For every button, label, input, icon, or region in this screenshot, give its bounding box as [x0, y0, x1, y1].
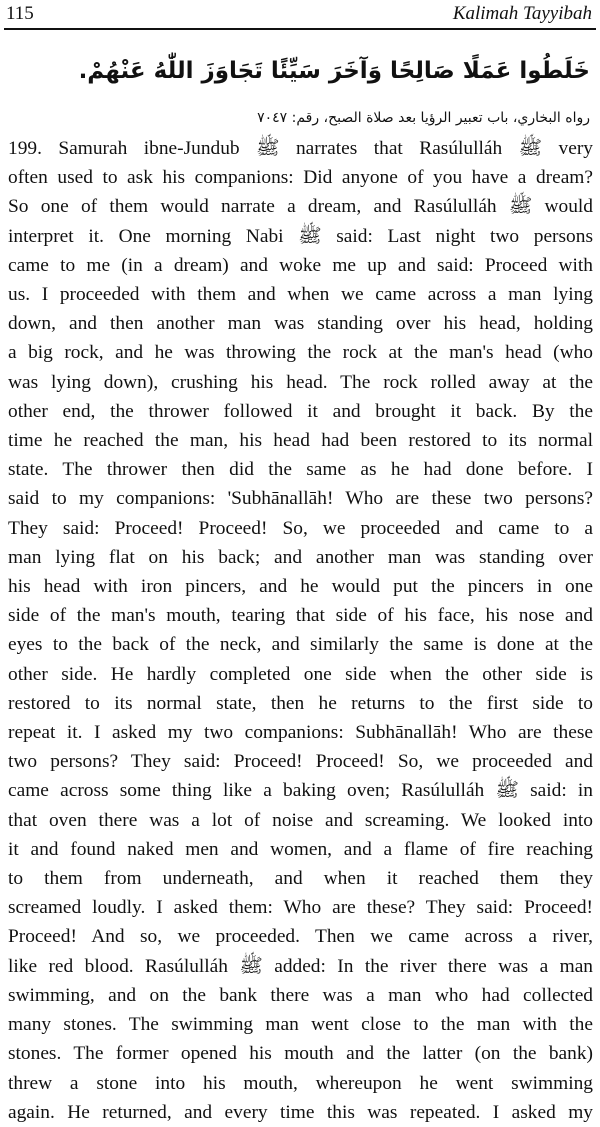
text-line: eyes to the back of the neck, and similarly the same is done at the	[8, 634, 593, 656]
text-line: was lying down), crushing his head. The rock rolled away at the	[8, 371, 593, 393]
arabic-reference: رواه البخاري، باب تعبير الرؤيا بعد صلاة الصبح، رقم: ٧٠٤٧	[257, 110, 590, 126]
text-line: interpret it. One morning Nabi ﷺ said: Last night two persons	[8, 225, 593, 247]
text-line: 199. Samurah ibne-Jundub ﷺ narrates that Rasúlulláh ﷺ very	[8, 138, 593, 159]
text-line: stones. The former opened his mouth and the latter (on the bank)	[8, 1043, 593, 1065]
text-line: state. The thrower then did the same as he had done before. I	[8, 459, 593, 481]
text-line: other end, the thrower followed it and brought it back. By the	[8, 400, 593, 422]
text-line: a big rock, and he was throwing the rock at the man's head (who	[8, 342, 593, 364]
text-line: down, and then another man was standing over his head, holding	[8, 313, 593, 335]
header-rule	[4, 28, 596, 30]
text-line: threw a stone into his mouth, whereupon he went swimming	[8, 1072, 593, 1094]
text-line: man lying flat on his back; and another man was standing over	[8, 546, 593, 568]
text-line: They said: Proceed! Proceed! So, we proceeded and came to a	[8, 517, 593, 539]
text-line: swimming, and on the bank there was a man who had collected	[8, 984, 593, 1006]
text-line: two persons? They said: Proceed! Proceed! So, we proceeded and	[8, 751, 593, 773]
text-line: restored to its normal state, then he returns to the first side to	[8, 692, 593, 714]
arabic-verse: خَلَطُوا عَمَلًا صَالِحًا وَآخَرَ سَيِّئًا تَجَاوَزَ اللّٰهُ عَنْهُمْ.	[78, 58, 590, 84]
text-line: us. I proceeded with them and when we came across a man lying	[8, 284, 593, 306]
text-line: repeat it. I asked my two companions: Subhānallāh! Who are these	[8, 722, 593, 744]
text-line: again. He returned, and every time this was repeated. I asked my	[8, 1101, 593, 1123]
text-line: came to me (in a dream) and woke me up and said: Proceed with	[8, 254, 593, 276]
text-line: screamed loudly. I asked them: Who are these? They said: Proceed!	[8, 897, 593, 919]
text-line: Proceed! And so, we proceeded. Then we came across a river,	[8, 926, 593, 948]
text-line: many stones. The swimming man went close to the man with the	[8, 1014, 593, 1036]
text-line: said to my companions: 'Subhānallāh! Who are these two persons?	[8, 488, 593, 510]
book-title: Kalimah Tayyibah	[452, 3, 592, 24]
text-line: his head with iron pincers, and he would put the pincers in one	[8, 576, 593, 598]
text-line: time he reached the man, his head had been restored to its normal	[8, 430, 593, 452]
text-line: came across some thing like a baking oven; Rasúlulláh ﷺ said: in	[8, 780, 593, 802]
text-line: other side. He hardly completed one side when the other side is	[8, 663, 593, 685]
text-line: to them from underneath, and when it reached them they	[8, 868, 593, 890]
text-line: that oven there was a lot of noise and screaming. We looked into	[8, 809, 593, 831]
text-line: it and found naked men and women, and a flame of fire reaching	[8, 838, 593, 860]
text-line: like red blood. Rasúlulláh ﷺ added: In the river there was a man	[8, 955, 593, 977]
text-line: side of the man's mouth, tearing that side of his face, his nose and	[8, 605, 593, 627]
hadith-text	[8, 134, 593, 1127]
page-number: 115	[6, 3, 34, 24]
text-line: often used to ask his companions: Did anyone of you have a dream?	[8, 167, 593, 189]
page-header	[0, 0, 600, 30]
text-line: So one of them would narrate a dream, and Rasúlulláh ﷺ would	[8, 196, 594, 218]
